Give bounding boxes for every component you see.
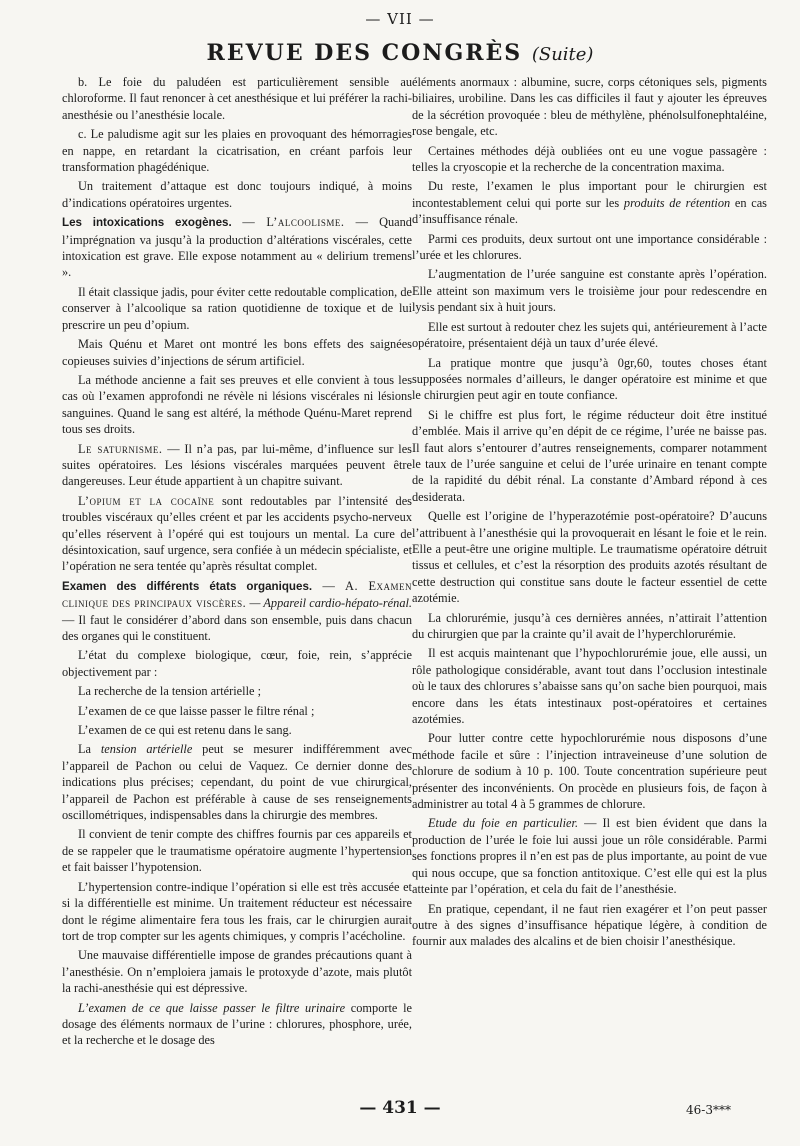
printer-signature: 46-3*** [686,1103,731,1117]
paragraph-text: La [78,742,101,757]
paragraph: L’augmentation de l’urée sanguine est constante après l’opération. Elle atteint son maximum vers le troisième jour pour redescendre en lysis pendant six à huit jours. [412,267,767,315]
paragraph [62,493,412,575]
right-column [412,74,767,953]
paragraph-text: en cas d’insuffisance rénale. [412,195,767,227]
paragraph-text: comporte le dosage des éléments normaux de l’urine : chlorures, phosphore, urée, et la recherche et le dosage des [62,1000,412,1048]
paragraph: Quelle est l’origine de l’hyperazotémie post-opératoire? D’aucuns l’attribuent à l’anesthésie qui la provoquerait en lésant le foie et le rein. Elle a peut-être une origine multiple. Le traumatisme opératoire détruit tissus et cellules, et c’est la résorption des produits azotés résultant de cette destruction qui constitue sans doute le facteur essentiel de cette azotémie. [412,509,767,606]
paragraph: La chlorurémie, jusqu’à ces dernières années, n’attirait l’attention du chirurgien que par la crainte qu’il avait de l’hyperchlorurémie. [412,610,767,641]
paragraph: Pour lutter contre cette hypochlorurémie nous disposons d’une méthode facile et sûre : l’injection intraveineuse d’une solution de chlorure de sodium à 10 p. 100. Toute concentration supérieure peut présenter des inconvénients. On procède en plusieurs fois, de façon à administrer au total 4 à 5 grammes de chlorure. [412,731,767,812]
paragraph [62,741,412,823]
italic-heading: Etude du foie en particulier. [428,816,579,831]
paragraph: Mais Quénu et Maret ont montré les bons effets des saignées copieuses suivies d’injections de sérum artificiel. [62,337,412,368]
italic-term: tension artérielle [100,742,193,757]
subheading: Le saturnisme. [78,441,163,456]
paragraph-text: — Il n’a pas, par lui-même, d’influence sur les suites opératoires. Les lésions viscérales marquées peuvent être dangereuses. Leur étude appartient à un chapitre suivant. [62,441,412,489]
paragraph [62,214,412,281]
paragraph: En pratique, cependant, il ne faut rien exagérer et l’on peut passer outre à des signes d’insuffisance hépatique légère, à condition de fournir aux malades des alcalins et de bien choisir l’anesthésique. [412,901,767,949]
list-item: L’examen de ce qui est retenu dans le sang. [78,723,292,738]
paragraph: Un traitement d’attaque est donc toujours indiqué, à moins d’indications opératoires urgentes. [62,179,412,210]
paragraph-text: sont redoutables par l’intensité des troubles viscéraux qu’elles créent et par les accidents psycho-nerveux qu’elles réservent à l’opéré qui est toujours un mental. La cure de désintoxication, sauf urgence, sera confiée à un médecin spécialiste, et l’opération ne sera tentée qu’après résultat complet. [62,493,412,574]
list-item: La recherche de la tension artérielle ; [78,684,261,699]
paragraph: La méthode ancienne a fait ses preuves et elle convient à tous les cas où l’examen approfondi ne révèle ni lésions viscérales ni lésions sanguines. Quand le sang est altéré, la méthode Quénu-Maret reprend tous ses droits. [62,372,412,437]
paragraph: La pratique montre que jusqu’à 0gr,60, toutes choses étant supposées normales d’ailleurs, le danger opératoire est minime et que le chirurgien peut agir en toute confiance. [412,355,767,403]
subheading: — A. Examen clinique des principaux viscères. [62,578,412,611]
title-text: REVUE DES CONGRÈS [206,40,523,66]
paragraph-text: Du reste, l’examen le plus important pour le chirurgien est incontestablement celui qui porte sur les [412,179,767,210]
list-item: L’examen de ce que laisse passer le filtre rénal ; [78,703,315,718]
paragraph [62,441,412,490]
paragraph: Il est acquis maintenant que l’hypochlorurémie joue, elle aussi, un rôle pathologique considérable, avant tout dans l’occlusion intestinale où le taux des chlorures s’abaisse sans qu’on sache bien pourquoi, mais encore dans les états intestinaux post-opératoires et certaines azotémies. [412,646,767,727]
paragraph-text: Quand l’imprégnation va jusqu’à la production d’altérations viscérales, cette intoxication est grave. Elle expose notamment au « delirium tremens ». [62,215,412,280]
paragraph: Elle est surtout à redouter chez les sujets qui, antérieurement à l’acte opératoire, présentaient déjà un taux d’urée élevé. [412,319,767,351]
paragraph: Il convient de tenir compte des chiffres fournis par ces appareils et de se rappeler que le traumatisme opératoire augmente l’hypertension et fait baisser l’hypotension. [62,827,412,875]
paragraph-text: — Il faut le considérer d’abord dans son ensemble, puis dans chacun des organes qui le constituent. [62,612,412,643]
paragraph [62,578,412,645]
paragraph: L’état du complexe biologique, cœur, foie, rein, s’apprécie objectivement par : [62,648,412,679]
italic-term: L’examen de ce que laisse passer le filtre urinaire [78,1000,346,1015]
section-heading: Les intoxications exogènes. [62,216,232,230]
paragraph [412,178,767,227]
paragraph [62,1000,412,1049]
paragraph: Une mauvaise différentielle impose de grandes précautions quant à l’anesthésie. On n’emploiera jamais le protoxyde d’azote, mais plutôt la rachi-anesthésie qui est dépressive. [62,948,412,996]
paragraph: Parmi ces produits, deux surtout ont une importance considérable : l’urée et les chlorures. [412,231,767,263]
page-number: — 431 — [359,1098,441,1118]
paragraph: b. Le foie du paludéen est particulièrement sensible au chloroforme. Il faut renoncer à cet anesthésique et lui préférer la rachi-anesthésie ou l’anesthésie locale. [62,75,412,122]
left-column [62,74,412,1052]
paragraph: Si le chiffre est plus fort, le régime réducteur doit être institué d’emblée. Mais il arrive qu’en dépit de ce régime, l’urée ne baisse pas. Il faut alors s’entourer d’autres renseignements, comparer notamment le taux de l’urée sanguine et celui de l’urée urinaire en tenant compte de la rapidité du débit rénal. La constante d’Ambard répond à ces desiderata. [412,407,767,504]
paragraph-text: — Il est bien évident que dans la production de l’urée le foie lui aussi joue un rôle considérable. Parmi ses fonctions propres il n’en est pas de plus importante, au point de vue qui nous occupe, que sa fonction antitoxique. C’est elle qui est la plus atteinte par l’opération, et cela du fait de l’anesthésie. [412,816,767,897]
section-heading: Examen des différents états organiques. [62,579,313,593]
italic-heading: — Appareil cardio-hépato-rénal. [246,596,413,611]
paragraph: Il était classique jadis, pour éviter cette redoutable complication, de conserver à l’alcoolique sa ration quotidienne de toxique et de lui prescrire un peu d’opium. [62,284,412,332]
page-title [0,40,800,66]
paragraph [412,815,767,897]
paragraph: c. Le paludisme agit sur les plaies en provoquant des hémorragies en nappe, en retardant la cicatrisation, en créant parfois leur transformation phagédénique. [62,127,412,175]
paragraph: Certaines méthodes déjà oubliées ont eu une vogue passagère : telles la cryoscopie et la recherche de la concentration maxima. [412,143,767,175]
paragraph: L’hypertension contre-indique l’opération si elle est très accusée et si la différentielle est minime. Un traitement réducteur est nécessaire dont le régime alimentaire fera tous les frais, car le chirurgien aurait tort de trop compter sur les agents chimiques, y compris l’acécholine. [62,879,412,943]
section-marker: — VII — [365,10,435,28]
title-suffix: (Suite) [531,44,594,65]
italic-term: produits de rétention [623,195,731,210]
subheading: — L’alcoolisme. — [242,215,369,230]
subheading: L’opium et la cocaïne [78,493,215,508]
paragraph-text: peut se mesurer indifféremment avec l’appareil de Pachon ou celui de Vaquez. Ce dernier donne des indications plus précises; cependant, du point de vue chirurgical, l’appareil de Pachon est préférable à cause de ses renseignements oscillométriques, indispensables dans la chirurgie des membres. [62,742,412,823]
paragraph: éléments anormaux : albumine, sucre, corps cétoniques sels, pigments biliaires, urobiline. Dans les cas difficiles il faut y ajouter les épreuves de la sécrétion provoquée : bleu de méthylène, phénolsulfonephtaléine, rose bengale, etc. [412,75,767,139]
